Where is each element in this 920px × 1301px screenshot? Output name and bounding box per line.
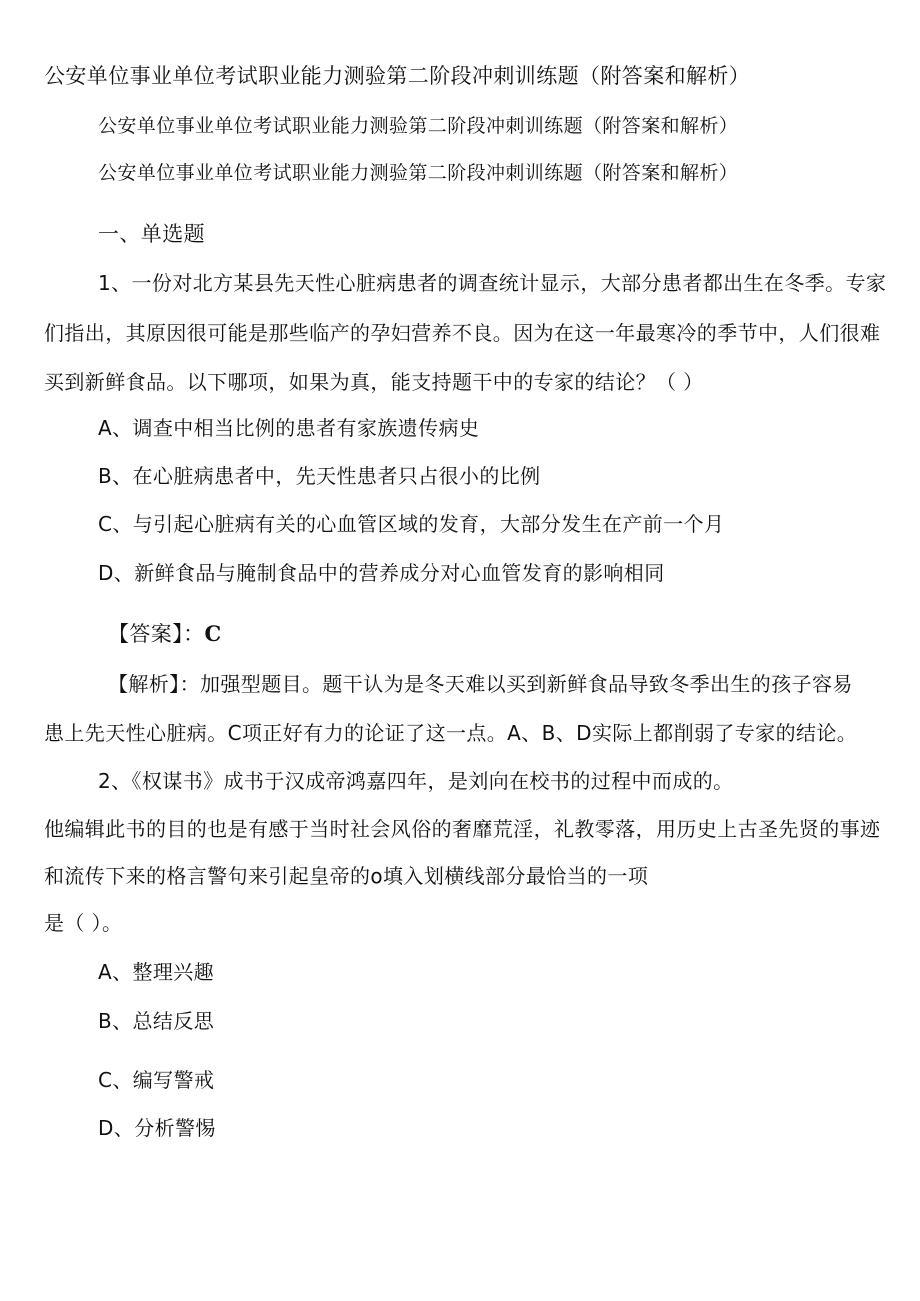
question-1-stem: 买到新鲜食品。以下哪项，如果为真，能支持题干中的专家的结论？（ ） xyxy=(44,370,704,394)
question-1-option-d: D、新鲜食品与腌制食品中的营养成分对心血管发育的影响相同 xyxy=(98,561,665,585)
question-1-analysis: 患上先天性心脏病。C项正好有力的论证了这一点。A、B、D实际上都削弱了专家的结论。 xyxy=(44,721,858,745)
question-1-stem: 1、一份对北方某县先天性心脏病患者的调查统计显示，大部分患者都出生在冬季。专家 xyxy=(98,271,887,295)
question-2-stem: 他编辑此书的目的也是有感于当时社会风俗的奢靡荒淫，礼教零落，用历史上古圣先贤的事迹 xyxy=(44,817,881,841)
question-2-option-a: A、整理兴趣 xyxy=(98,960,215,984)
question-1-option-b: B、在心脏病患者中，先天性患者只占很小的比例 xyxy=(98,464,541,488)
question-2-stem: 2、《权谋书》成书于汉成帝鸿嘉四年，是刘向在校书的过程中而成的。 xyxy=(98,769,734,793)
question-2-option-d: D、分析警惕 xyxy=(98,1116,216,1140)
question-2-option-b: B、总结反思 xyxy=(98,1009,215,1033)
question-1-analysis: 【解析】：加强型题目。题干认为是冬天难以买到新鲜食品导致冬季出生的孩子容易 xyxy=(108,672,853,696)
section-heading: 一、单选题 xyxy=(98,222,205,246)
question-1-stem: 们指出，其原因很可能是那些临产的孕妇营养不良。因为在这一年最寒冷的季节中，人们很难 xyxy=(44,321,881,345)
document-title: 公安单位事业单位考试职业能力测验第二阶段冲刺训练题（附答案和解析） xyxy=(44,64,751,88)
question-1-answer xyxy=(108,620,222,648)
document-subtitle: 公安单位事业单位考试职业能力测验第二阶段冲刺训练题（附答案和解析） xyxy=(98,162,739,184)
document-subtitle: 公安单位事业单位考试职业能力测验第二阶段冲刺训练题（附答案和解析） xyxy=(98,115,739,137)
question-2-stem: 是（ ）。 xyxy=(44,911,123,935)
answer-label: 【答案】： xyxy=(108,622,205,646)
question-1-option-c: C、与引起心脏病有关的心血管区域的发育，大部分发生在产前一个月 xyxy=(98,512,725,536)
question-2-option-c: C、编写警戒 xyxy=(98,1068,215,1092)
answer-value: C xyxy=(204,621,222,646)
question-2-stem: 和流传下来的格言警句来引起皇帝的ο填入划横线部分最恰当的一项 xyxy=(44,864,649,888)
question-1-option-a: A、调查中相当比例的患者有家族遗传病史 xyxy=(98,416,480,440)
